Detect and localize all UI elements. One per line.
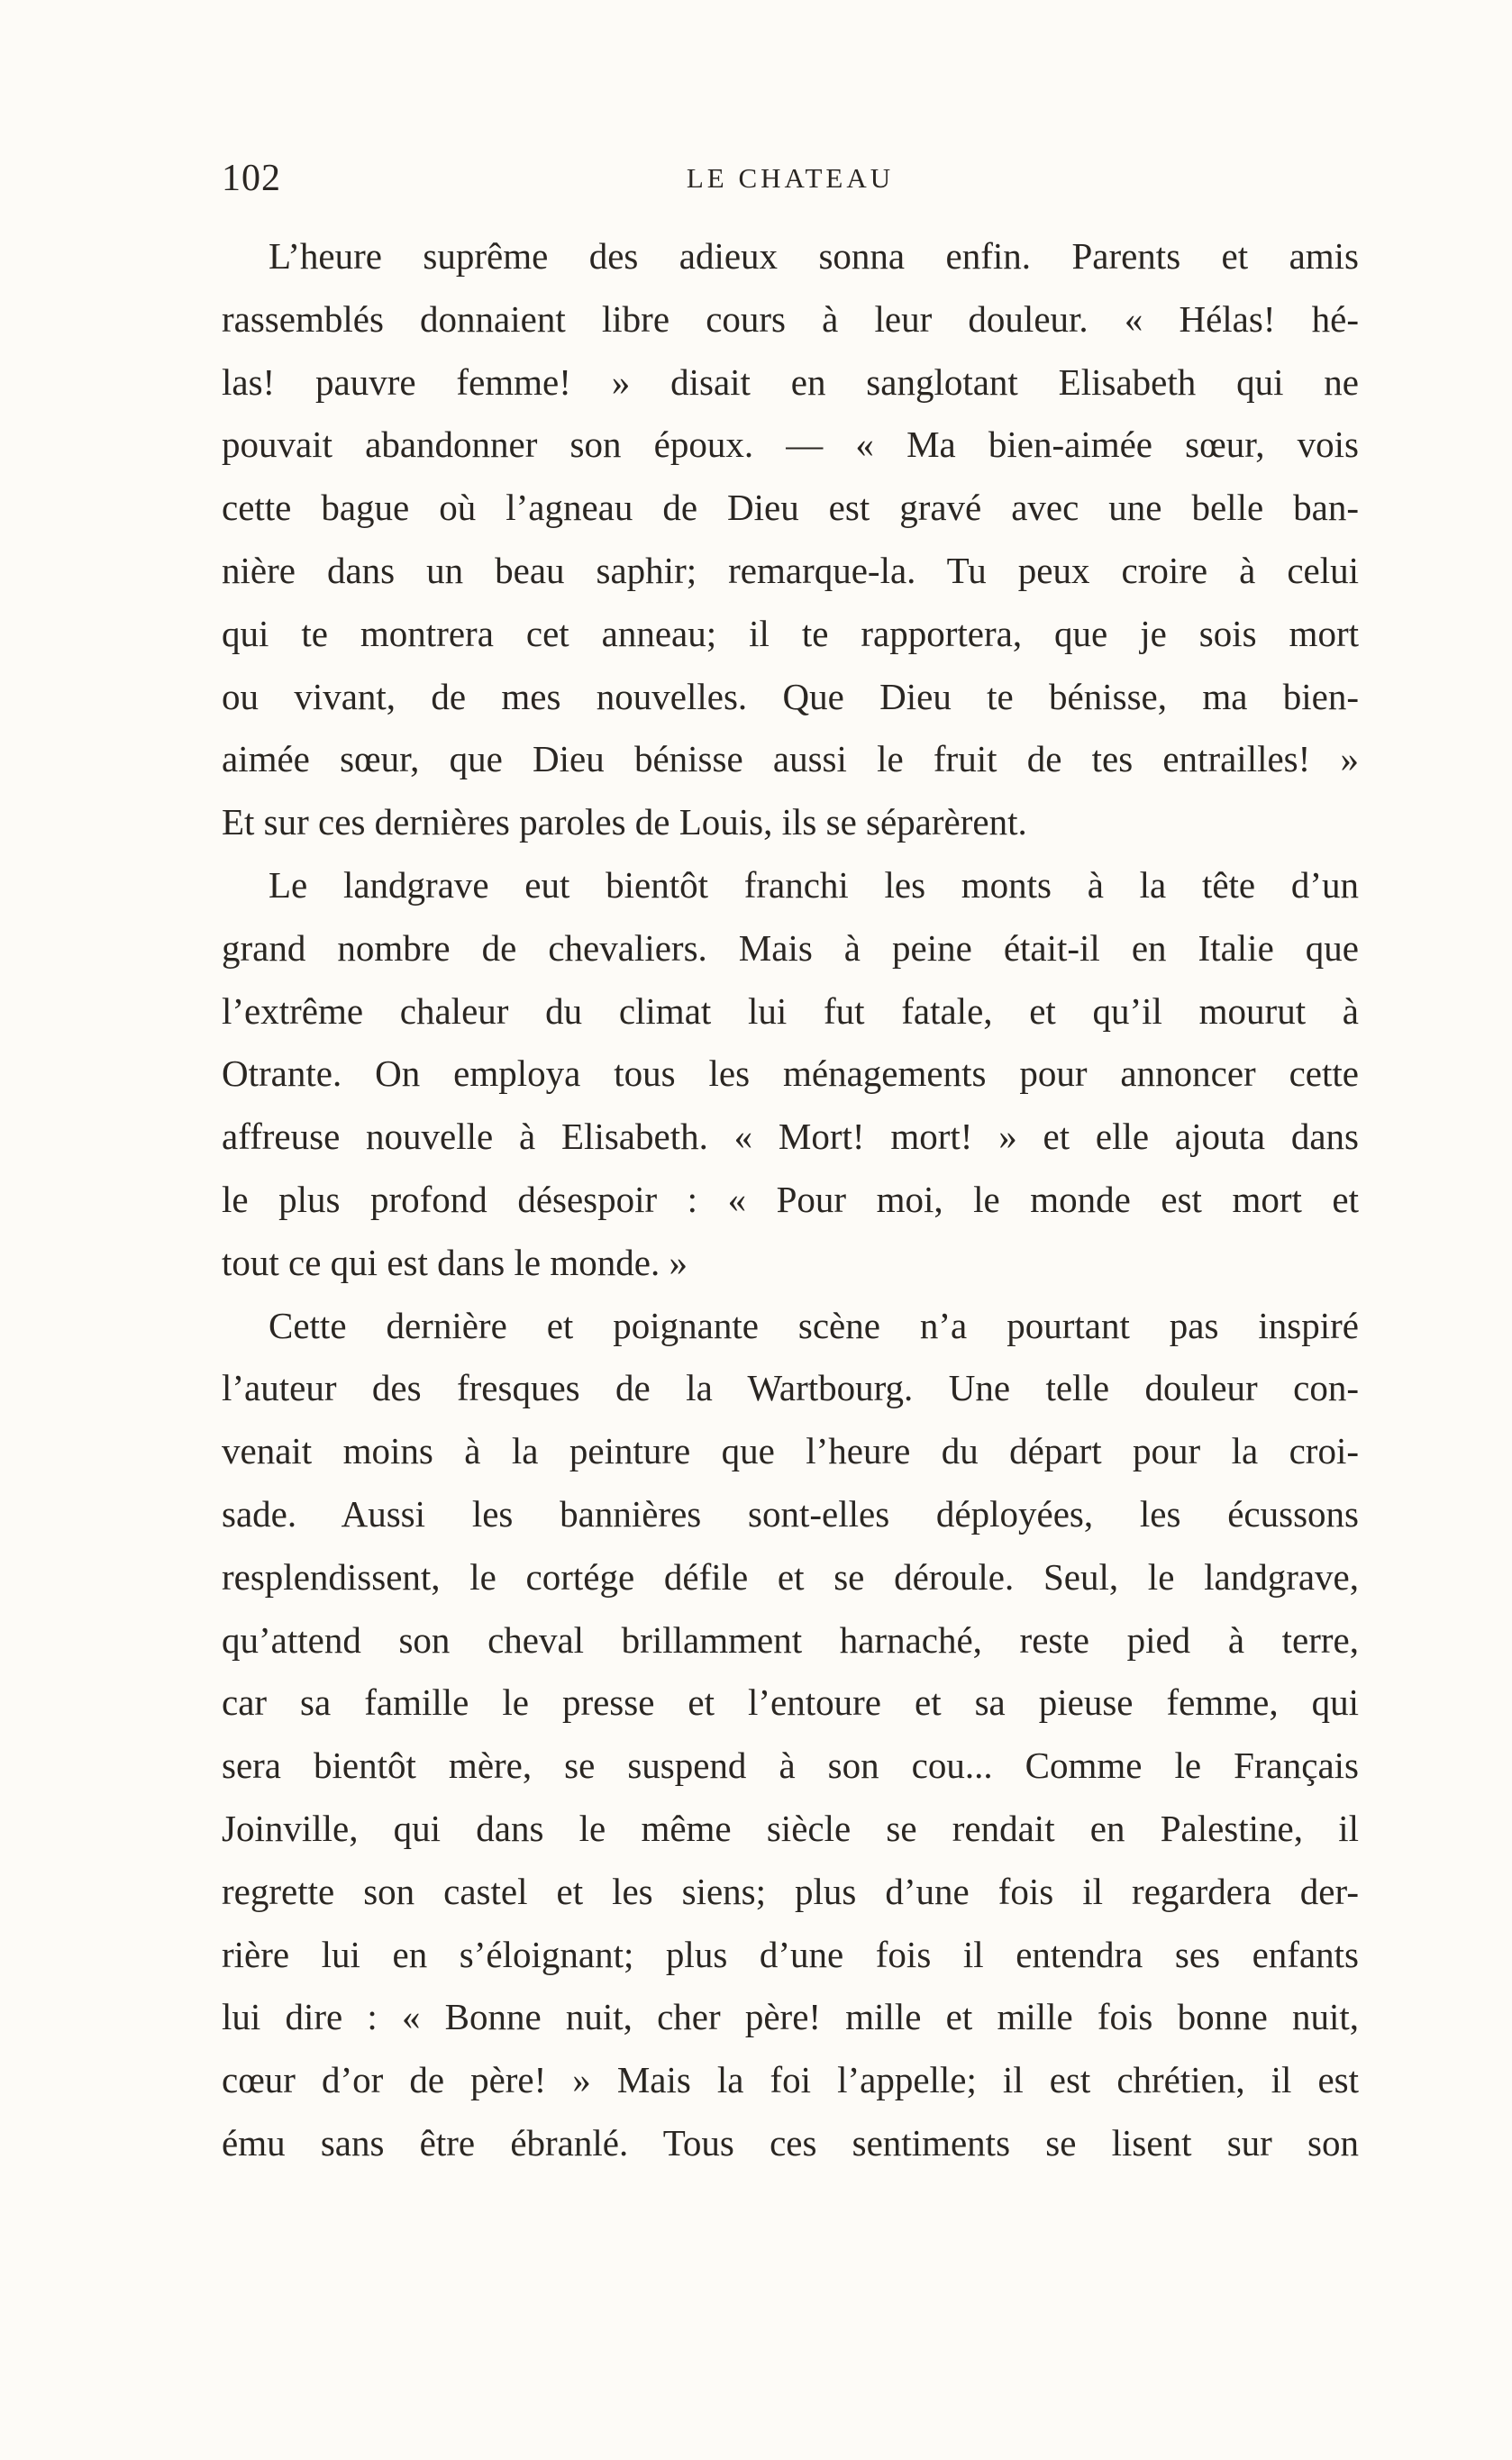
- text-line: Le landgrave eut bientôt franchi les monts à la tête d’un: [269, 863, 1359, 906]
- text-line: L’heure suprême des adieux sonna enfin. Parents et amis: [269, 235, 1359, 277]
- text-line: pouvait abandonner son époux. — « Ma bien-aimée sœur, vois: [222, 424, 1359, 466]
- text-line: rassemblés donnaient libre cours à leur douleur. « Hélas! hé-: [222, 297, 1359, 340]
- text-line: ou vivant, de mes nouvelles. Que Dieu te bénisse, ma bien-: [222, 675, 1359, 717]
- text-line: Joinville, qui dans le même siècle se rendait en Palestine, il: [222, 1807, 1359, 1849]
- text-line: grand nombre de chevaliers. Mais à peine était-il en Italie que: [222, 926, 1359, 969]
- text-line: qui te montrera cet anneau; il te rapportera, que je sois mort: [222, 612, 1359, 654]
- text-line: le plus profond désespoir : « Pour moi, le monde est mort et: [222, 1178, 1359, 1220]
- text-line: lui dire : « Bonne nuit, cher père! mille et mille fois bonne nuit,: [222, 1996, 1359, 2038]
- text-line: sera bientôt mère, se suspend à son cou... Comme le Français: [222, 1745, 1359, 1787]
- text-line: qu’attend son cheval brillamment harnaché, reste pied à terre,: [222, 1618, 1359, 1661]
- running-title: LE CHATEAU: [686, 162, 895, 194]
- text-line: aimée sœur, que Dieu bénisse aussi le fruit de tes entrailles! »: [222, 738, 1359, 780]
- running-head: [222, 151, 1359, 205]
- text-line: venait moins à la peinture que l’heure du départ pour la croi-: [222, 1430, 1359, 1472]
- text-line: ému sans être ébranlé. Tous ces sentiments se lisent sur son: [222, 2121, 1359, 2164]
- text-line: regrette son castel et les siens; plus d’une fois il regardera der-: [222, 1870, 1359, 1912]
- text-line: cœur d’or de père! » Mais la foi l’appelle; il est chrétien, il est: [222, 2059, 1359, 2101]
- text-line: car sa famille le presse et l’entoure et sa pieuse femme, qui: [222, 1681, 1359, 1724]
- body-text: [222, 225, 1359, 2175]
- text-line: Cette dernière et poignante scène n’a pourtant pas inspiré: [269, 1304, 1359, 1346]
- text-line: sade. Aussi les bannières sont-elles déployées, les écussons: [222, 1492, 1359, 1535]
- text-line: las! pauvre femme! » disait en sanglotant Elisabeth qui ne: [222, 360, 1359, 403]
- text-line: tout ce qui est dans le monde. »: [222, 1241, 688, 1283]
- text-line: cette bague où l’agneau de Dieu est gravé avec une belle ban-: [222, 487, 1359, 529]
- page-number: 102: [222, 158, 281, 199]
- text-line: Otrante. On employa tous les ménagements pour annoncer cette: [222, 1052, 1359, 1095]
- text-line: l’auteur des fresques de la Wartbourg. Une telle douleur con-: [222, 1367, 1359, 1409]
- text-line: nière dans un beau saphir; remarque-la. Tu peux croire à celui: [222, 549, 1359, 591]
- text-line: l’extrême chaleur du climat lui fut fatale, et qu’il mourut à: [222, 989, 1359, 1032]
- text-line: resplendissent, le cortége défile et se déroule. Seul, le landgrave,: [222, 1555, 1359, 1598]
- text-line: affreuse nouvelle à Elisabeth. « Mort! mort! » et elle ajouta dans: [222, 1116, 1359, 1158]
- text-line: Et sur ces dernières paroles de Louis, ils se séparèrent.: [222, 801, 1027, 843]
- text-line: rière lui en s’éloignant; plus d’une fois il entendra ses enfants: [222, 1933, 1359, 1975]
